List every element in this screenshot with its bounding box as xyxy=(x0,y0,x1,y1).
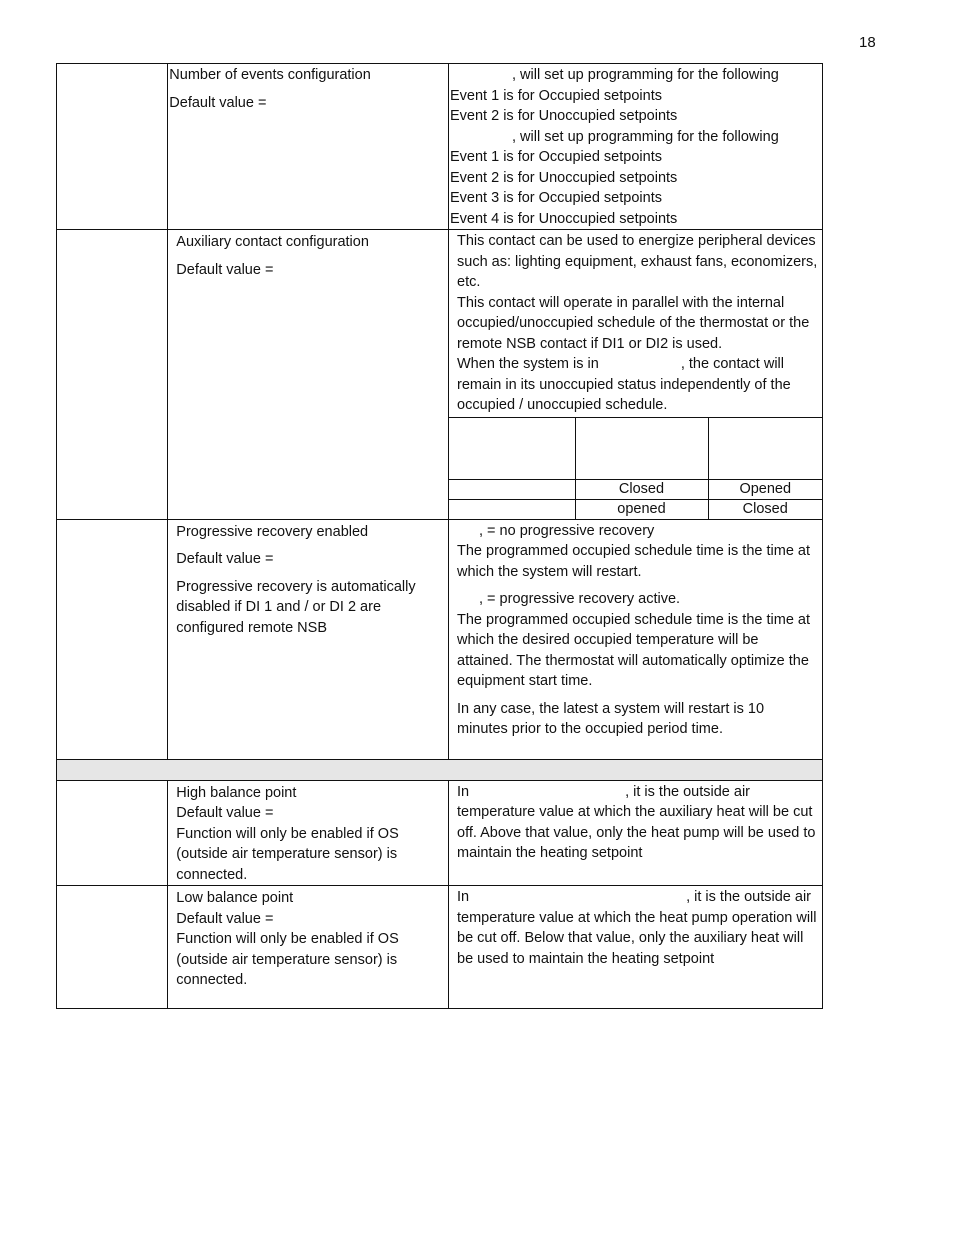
table-row xyxy=(449,499,822,519)
option-line: , = progressive recovery active. xyxy=(479,591,681,607)
aux-desc: When the system is in , the contact will remain in its unoccupied status independently of the occupied / unoccupied schedule. xyxy=(457,356,791,413)
table-cell xyxy=(449,479,575,499)
parameter-title: High balance point xyxy=(176,784,297,801)
event-line: Event 3 is for Occupied setpoints xyxy=(450,190,662,206)
details-cell xyxy=(449,64,823,230)
description-cell xyxy=(168,780,449,886)
balance-desc: In , it is the outside air temperature value at which the auxiliary heat will be cut off. Above that value, only the heat pump will be used to maintain the heating setpoint xyxy=(457,783,816,861)
table-row xyxy=(449,417,822,479)
description-cell xyxy=(168,886,449,1009)
table-row xyxy=(57,780,823,886)
default-value: Default value = xyxy=(176,910,274,927)
parameter-title: Progressive recovery enabled xyxy=(176,523,369,540)
page-number: 18 xyxy=(859,34,876,51)
table-row xyxy=(57,519,823,759)
option-desc: The programmed occupied schedule time is the time at which the desired occupied temperature will be attained. The thermostat will automatically optimize the equipment start time. xyxy=(457,611,811,689)
details-cell xyxy=(449,780,823,886)
details-cell xyxy=(449,519,823,759)
parameter-cell xyxy=(57,64,168,230)
parameter-title: Low balance point xyxy=(176,890,294,906)
recovery-final: In any case, the latest a system will restart is 10 minutes prior to the occupied period time. xyxy=(457,700,765,737)
balance-desc: In , it is the outside air temperature value at which the heat pump operation will be cut off. Below that value, only the auxiliary heat will be used to maintain the heating setpoint xyxy=(457,889,817,967)
function-note: Function will only be enabled if OS (outside air temperature sensor) is connected. xyxy=(176,931,399,988)
table-cell xyxy=(449,499,575,519)
option-desc: The programmed occupied schedule time is the time at which the system will restart. xyxy=(457,543,811,580)
option-line: , = no progressive recovery xyxy=(479,522,655,539)
section-header-row xyxy=(57,759,823,780)
aux-desc: This contact will operate in parallel with the internal occupied/unoccupied schedule of the thermostat or the remote NSB contact if DI1 or DI2 is used. xyxy=(457,294,810,352)
default-value: Default value = xyxy=(176,805,274,821)
aux-desc: This contact can be used to energize peripheral devices such as: lighting equipment, exhaust fans, economizers, etc. xyxy=(457,233,818,290)
configuration-table xyxy=(56,63,823,1009)
table-cell: Opened xyxy=(708,479,822,499)
parameter-cell xyxy=(57,230,168,520)
description-cell xyxy=(168,64,449,230)
event-line: Event 1 is for Occupied setpoints xyxy=(450,149,662,165)
table-cell: Closed xyxy=(575,479,708,499)
function-note: Function will only be enabled if OS (outside air temperature sensor) is connected. xyxy=(176,825,399,883)
event-line: Event 2 is for Unoccupied setpoints xyxy=(450,169,678,186)
table-row xyxy=(57,230,823,520)
parameter-cell xyxy=(57,780,168,886)
event-line: Event 2 is for Unoccupied setpoints xyxy=(450,108,678,124)
event-line: , will set up programming for the following xyxy=(512,128,779,145)
table-row xyxy=(57,886,823,1009)
parameter-title: Number of events configuration xyxy=(169,67,371,83)
recovery-note: Progressive recovery is automatically disabled if DI 1 and / or DI 2 are configured remote NSB xyxy=(176,578,416,636)
details-cell xyxy=(449,230,823,520)
event-line: Event 4 is for Unoccupied setpoints xyxy=(450,210,678,227)
default-value: Default value = xyxy=(176,551,274,567)
table-cell: opened xyxy=(575,499,708,519)
parameter-cell xyxy=(57,519,168,759)
event-line: , will set up programming for the following xyxy=(512,67,779,83)
details-cell xyxy=(449,886,823,1009)
default-value: Default value = xyxy=(169,94,267,111)
parameter-title: Auxiliary contact configuration xyxy=(176,234,369,250)
default-value: Default value = xyxy=(176,261,274,278)
table-row xyxy=(57,64,823,230)
description-cell xyxy=(168,230,449,520)
contact-state-table xyxy=(449,417,822,519)
parameter-cell xyxy=(57,886,168,1009)
table-row xyxy=(449,479,822,499)
description-cell xyxy=(168,519,449,759)
table-cell: Closed xyxy=(708,499,822,519)
section-header xyxy=(57,759,823,780)
event-line: Event 1 is for Occupied setpoints xyxy=(450,87,662,104)
